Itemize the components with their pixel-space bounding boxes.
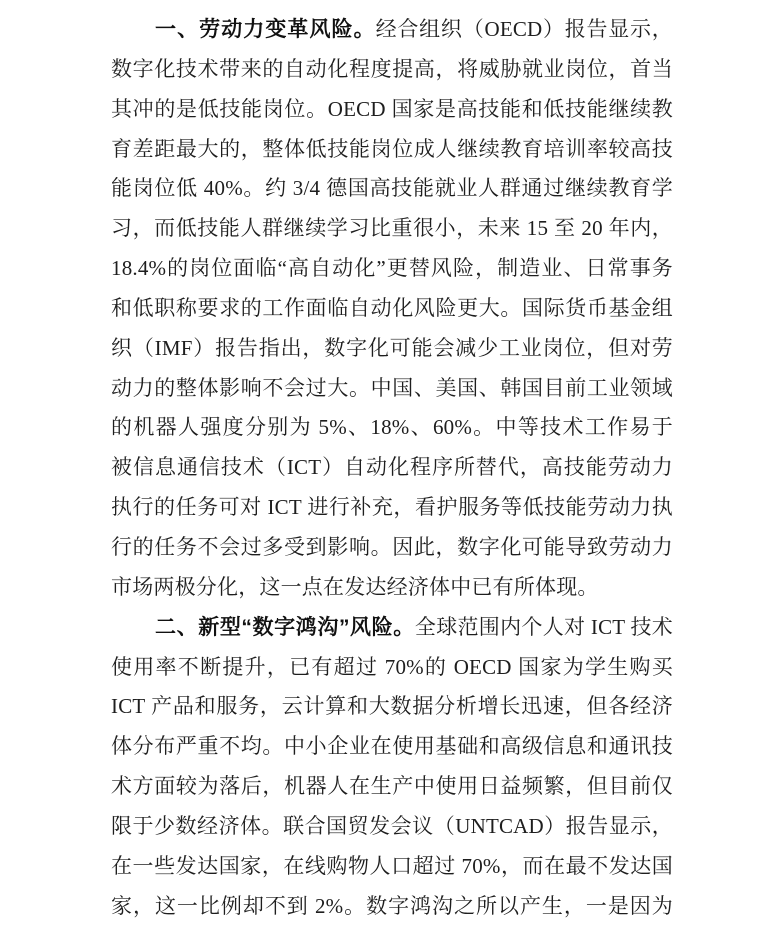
text-line <box>111 209 673 249</box>
body-text: 限于少数经济体。联合国贸发会议（UNTCAD）报告显示， <box>111 813 673 838</box>
body-text: 数字化技术带来的自动化程度提高，将威胁就业岗位，首当 <box>111 56 673 81</box>
text-line <box>111 807 673 847</box>
text-line <box>111 528 673 568</box>
body-text: 其冲的是低技能岗位。OECD 国家是高技能和低技能继续教 <box>111 96 673 121</box>
body-text: 体分布严重不均。中小企业在使用基础和高级信息和通讯技 <box>111 734 673 759</box>
body-text: 18.4%的岗位面临“高自动化”更替风险，制造业、日常事务 <box>111 256 673 281</box>
body-text: 习，而低技能人群继续学习比重很小，未来 15 至 20 年内， <box>111 216 673 241</box>
body-text: 织（IMF）报告指出，数字化可能会减少工业岗位，但对劳 <box>111 335 673 360</box>
section-heading: 一、劳动力变革风险。 <box>155 18 376 41</box>
body-text: 术方面较为落后，机器人在生产中使用日益频繁，但目前仅 <box>111 774 673 799</box>
text-line <box>111 608 673 648</box>
text-line <box>111 50 673 90</box>
body-text: 能岗位低 40%。约 3/4 德国高技能就业人群通过继续教育学 <box>111 176 673 201</box>
body-text: 的机器人强度分别为 5%、18%、60%。中等技术工作易于 <box>111 415 673 440</box>
text-line <box>111 329 673 369</box>
body-text: 执行的任务可对 ICT 进行补充，看护服务等低技能劳动力执 <box>111 495 673 520</box>
body-text: 被信息通信技术（ICT）自动化程序所替代，高技能劳动力 <box>111 455 673 480</box>
text-line <box>111 568 673 608</box>
body-text: 全球范围内个人对 ICT 技术 <box>414 614 674 639</box>
text-line <box>111 847 673 887</box>
text-line <box>111 448 673 488</box>
text-line <box>111 648 673 688</box>
body-text: 育差距最大的，整体低技能岗位成人继续教育培训率较高技 <box>111 136 673 161</box>
text-line <box>111 90 673 130</box>
body-text: 行的任务不会过多受到影响。因此，数字化可能导致劳动力 <box>111 534 673 559</box>
text-line <box>111 727 673 767</box>
text-line <box>111 488 673 528</box>
text-line <box>111 169 673 209</box>
text-line <box>111 687 673 727</box>
body-text: 市场两极分化，这一点在发达经济体中已有所体现。 <box>111 574 599 599</box>
text-line <box>111 10 673 50</box>
body-text: 和低职称要求的工作面临自动化风险更大。国际货币基金组 <box>111 295 673 320</box>
paragraph-text-block <box>111 10 673 926</box>
body-text: 使用率不断提升，已有超过 70%的 OECD 国家为学生购买 <box>111 654 673 679</box>
text-line <box>111 249 673 289</box>
body-text: ICT 产品和服务，云计算和大数据分析增长迅速，但各经济 <box>111 694 673 719</box>
text-line <box>111 289 673 329</box>
text-line <box>111 767 673 807</box>
body-text: 在一些发达国家，在线购物人口超过 70%，而在最不发达国 <box>111 853 673 878</box>
body-text: 家，这一比例却不到 2%。数字鸿沟之所以产生，一是因为 <box>111 893 673 918</box>
text-line <box>111 887 673 927</box>
section-heading: 二、新型“数字鸿沟”风险。 <box>155 615 415 639</box>
body-text: 经合组织（OECD）报告显示， <box>375 17 674 41</box>
body-text: 动力的整体影响不会过大。中国、美国、韩国目前工业领域 <box>111 375 673 400</box>
text-line <box>111 369 673 409</box>
text-line <box>111 130 673 170</box>
text-line <box>111 408 673 448</box>
